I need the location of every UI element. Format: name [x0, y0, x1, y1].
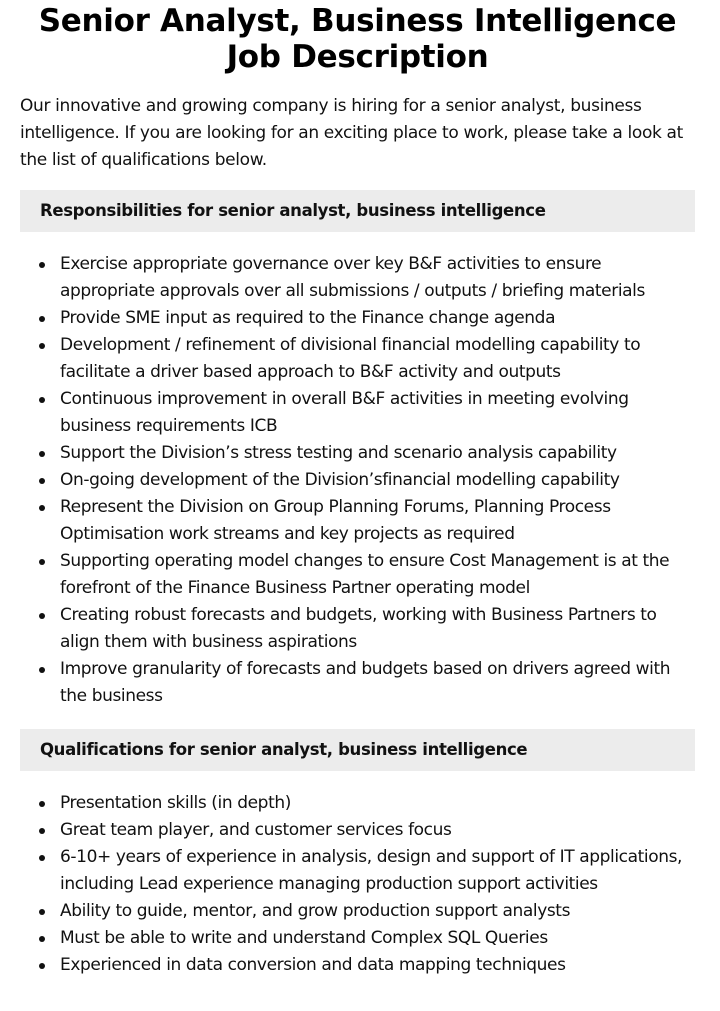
list-item: Provide SME input as required to the Finance change agenda — [60, 305, 695, 332]
list-item: Presentation skills (in depth) — [60, 790, 695, 817]
list-item: Support the Division’s stress testing and scenario analysis capability — [60, 440, 695, 467]
list-item: Continuous improvement in overall B&F activities in meeting evolving business requirements ICB — [60, 386, 695, 440]
list-item: Must be able to write and understand Complex SQL Queries — [60, 925, 695, 952]
list-item: Experienced in data conversion and data mapping techniques — [60, 952, 695, 979]
intro-paragraph: Our innovative and growing company is hiring for a senior analyst, business intelligence. If you are looking for an exciting place to work, please take a look at the list of qualifications below. — [20, 96, 683, 170]
qualifications-list — [20, 790, 695, 979]
list-item: Creating robust forecasts and budgets, working with Business Partners to align them with business aspirations — [60, 602, 695, 656]
list-item: Improve granularity of forecasts and budgets based on drivers agreed with the business — [60, 656, 695, 710]
list-item: Great team player, and customer services focus — [60, 817, 695, 844]
responsibilities-list — [20, 251, 695, 710]
list-item: Exercise appropriate governance over key B&F activities to ensure appropriate approvals over all submissions / outputs / briefing materials — [60, 251, 695, 305]
list-item: On-going development of the Division’sfinancial modelling capability — [60, 467, 695, 494]
page-title: Senior Analyst, Business Intelligence Job Description — [38, 3, 677, 75]
list-item: Development / refinement of divisional financial modelling capability to facilitate a driver based approach to B&F activity and outputs — [60, 332, 695, 386]
list-item: Ability to guide, mentor, and grow production support analysts — [60, 898, 695, 925]
list-item: Represent the Division on Group Planning Forums, Planning Process Optimisation work streams and key projects as required — [60, 494, 695, 548]
qualifications-heading: Qualifications for senior analyst, business intelligence — [20, 729, 695, 771]
list-item: Supporting operating model changes to ensure Cost Management is at the forefront of the Finance Business Partner operating model — [60, 548, 695, 602]
list-item: 6-10+ years of experience in analysis, design and support of IT applications, including Lead experience managing production support activities — [60, 844, 695, 898]
responsibilities-heading: Responsibilities for senior analyst, business intelligence — [20, 190, 695, 232]
